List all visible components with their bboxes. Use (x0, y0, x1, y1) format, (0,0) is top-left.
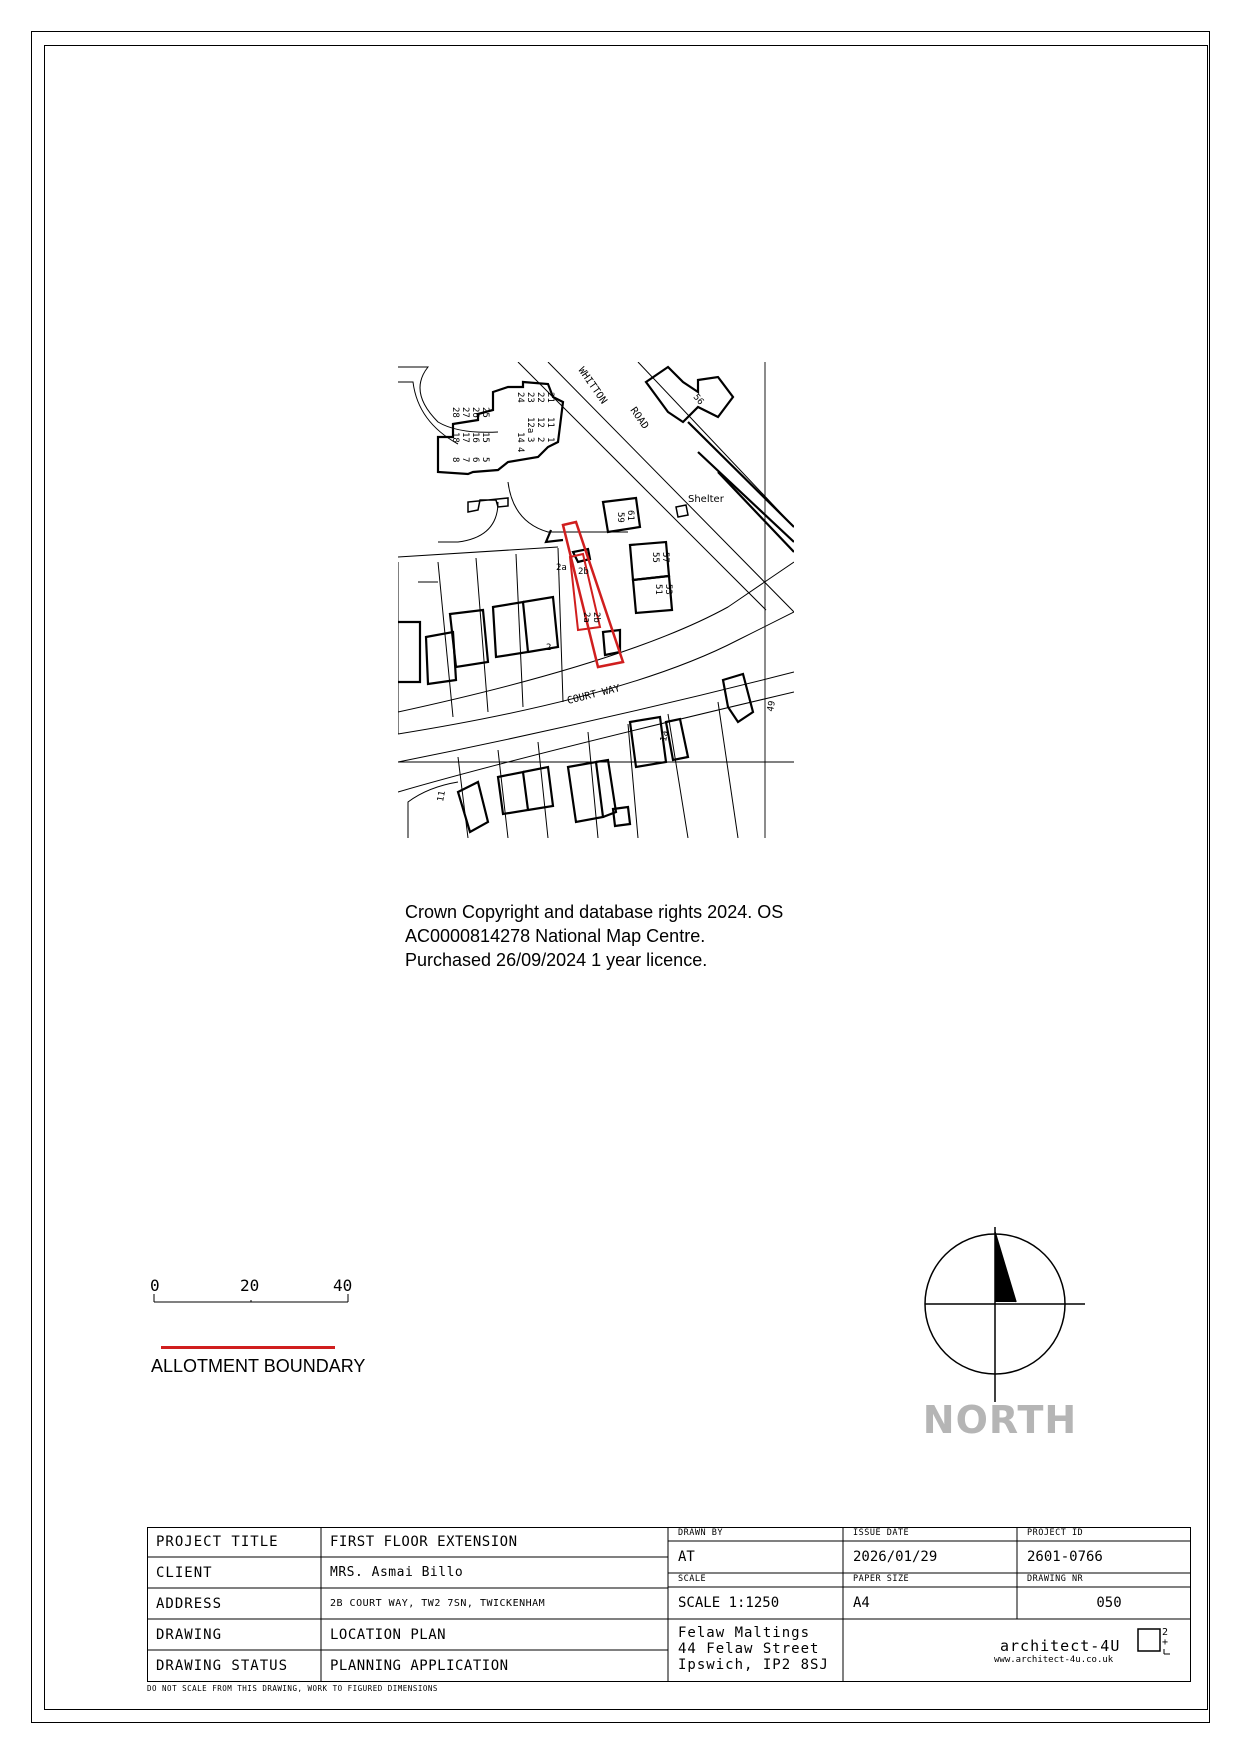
svg-text:14: 14 (515, 432, 525, 443)
svg-text:11: 11 (436, 790, 448, 803)
svg-text:61: 61 (625, 510, 635, 521)
drawing-status-value: PLANNING APPLICATION (330, 1658, 509, 1674)
svg-text:24: 24 (515, 392, 525, 403)
paper-size-value: A4 (853, 1595, 870, 1611)
svg-text:12: 12 (535, 417, 545, 428)
office-address (678, 1625, 843, 1673)
svg-text:49: 49 (766, 700, 778, 713)
paper-size-label: PAPER SIZE (853, 1574, 910, 1584)
drawing-label: DRAWING (156, 1626, 223, 1643)
company-url: www.architect-4u.co.uk (994, 1655, 1114, 1665)
address-label: ADDRESS (156, 1595, 223, 1612)
svg-text:2: 2 (535, 437, 545, 443)
client-label: CLIENT (156, 1564, 213, 1581)
project-title-label: PROJECT TITLE (156, 1534, 279, 1550)
svg-text:4: 4 (515, 447, 525, 453)
svg-text:2a: 2a (581, 612, 591, 623)
project-title-value: FIRST FLOOR EXTENSION (330, 1534, 518, 1550)
svg-text:25: 25 (480, 407, 490, 418)
svg-text:ROAD: ROAD (627, 405, 651, 432)
svg-text:2b: 2b (578, 567, 589, 577)
svg-text:23: 23 (525, 392, 535, 403)
project-id-value: 2601-0766 (1027, 1549, 1103, 1565)
svg-text:2: 2 (1162, 1627, 1169, 1638)
north-arrow-icon (920, 1222, 1090, 1402)
svg-text:28: 28 (450, 407, 460, 418)
issue-date-label: ISSUE DATE (853, 1528, 910, 1538)
svg-text:7: 7 (460, 457, 470, 463)
sheet-inner-border (44, 45, 1208, 1710)
drawn-by-label: DRAWN BY (678, 1528, 723, 1538)
svg-text:1: 1 (545, 437, 555, 443)
svg-text:22: 22 (535, 392, 545, 403)
svg-text:WHITTON: WHITTON (575, 365, 609, 407)
location-map (398, 362, 794, 838)
drawn-by-value: AT (678, 1549, 695, 1565)
svg-text:16: 16 (470, 432, 480, 443)
disclaimer-note: DO NOT SCALE FROM THIS DRAWING, WORK TO FIGURED DIMENSIONS (147, 1684, 438, 1693)
office-address-line-1: Felaw Maltings (678, 1625, 811, 1641)
drawing-value: LOCATION PLAN (330, 1626, 447, 1643)
svg-text:15: 15 (480, 432, 490, 443)
svg-text:55: 55 (650, 552, 660, 563)
drawing-nr-label: DRAWING NR (1027, 1574, 1084, 1584)
office-address-line-2: 44 Felaw Street (678, 1641, 820, 1657)
svg-text:56: 56 (690, 392, 706, 408)
legend-boundary-label: ALLOTMENT BOUNDARY (151, 1356, 366, 1376)
svg-text:12a: 12a (525, 417, 535, 434)
legend-boundary-swatch (161, 1346, 335, 1349)
svg-text:17: 17 (460, 432, 470, 443)
svg-text:+: + (1162, 1637, 1169, 1648)
scale-tick-20: 20 (240, 1276, 260, 1295)
issue-date-value: 2026/01/29 (853, 1549, 938, 1565)
svg-text:53: 53 (663, 584, 673, 595)
svg-text:21: 21 (545, 392, 555, 403)
svg-text:27: 27 (460, 407, 470, 418)
north-label: NORTH (922, 1398, 1078, 1442)
scale-tick-0: 0 (150, 1276, 160, 1295)
svg-text:2b: 2b (591, 612, 601, 623)
svg-text:2a: 2a (556, 563, 567, 573)
client-value: MRS. Asmai Billo (330, 1565, 464, 1580)
company-logo-icon (1136, 1622, 1176, 1656)
scale-value: SCALE 1:1250 (678, 1595, 780, 1611)
copyright-notice: Crown Copyright and database rights 2024. OS AC0000814278 National Map Centre. Purchased 26/09/2024 1 year licence. (405, 902, 784, 970)
svg-text:26: 26 (470, 407, 480, 418)
project-id-label: PROJECT ID (1027, 1528, 1084, 1538)
svg-text:51: 51 (653, 584, 663, 595)
drawing-nr-value: 050 (1096, 1595, 1122, 1611)
company-name: architect-4U (1000, 1637, 1121, 1655)
svg-text:COURT WAY: COURT WAY (566, 683, 622, 707)
svg-text:18: 18 (450, 432, 460, 443)
svg-text:Shelter: Shelter (688, 494, 724, 505)
svg-text:2: 2 (546, 643, 552, 653)
svg-text:11: 11 (545, 417, 555, 428)
svg-text:5: 5 (480, 457, 490, 463)
svg-text:8: 8 (450, 457, 460, 463)
svg-text:1a: 1a (659, 730, 671, 743)
address-value: 2B COURT WAY, TW2 7SN, TWICKENHAM (330, 1598, 546, 1609)
svg-text:57: 57 (660, 552, 670, 563)
scale-bar (148, 1276, 368, 1312)
scale-tick-40: 40 (333, 1276, 353, 1295)
svg-text:6: 6 (470, 457, 480, 463)
svg-text:59: 59 (615, 512, 625, 523)
drawing-status-label: DRAWING STATUS (156, 1658, 289, 1674)
scale-label: SCALE (678, 1574, 707, 1584)
office-address-line-3: Ipswich, IP2 8SJ (678, 1657, 829, 1673)
svg-text:3: 3 (525, 437, 535, 443)
